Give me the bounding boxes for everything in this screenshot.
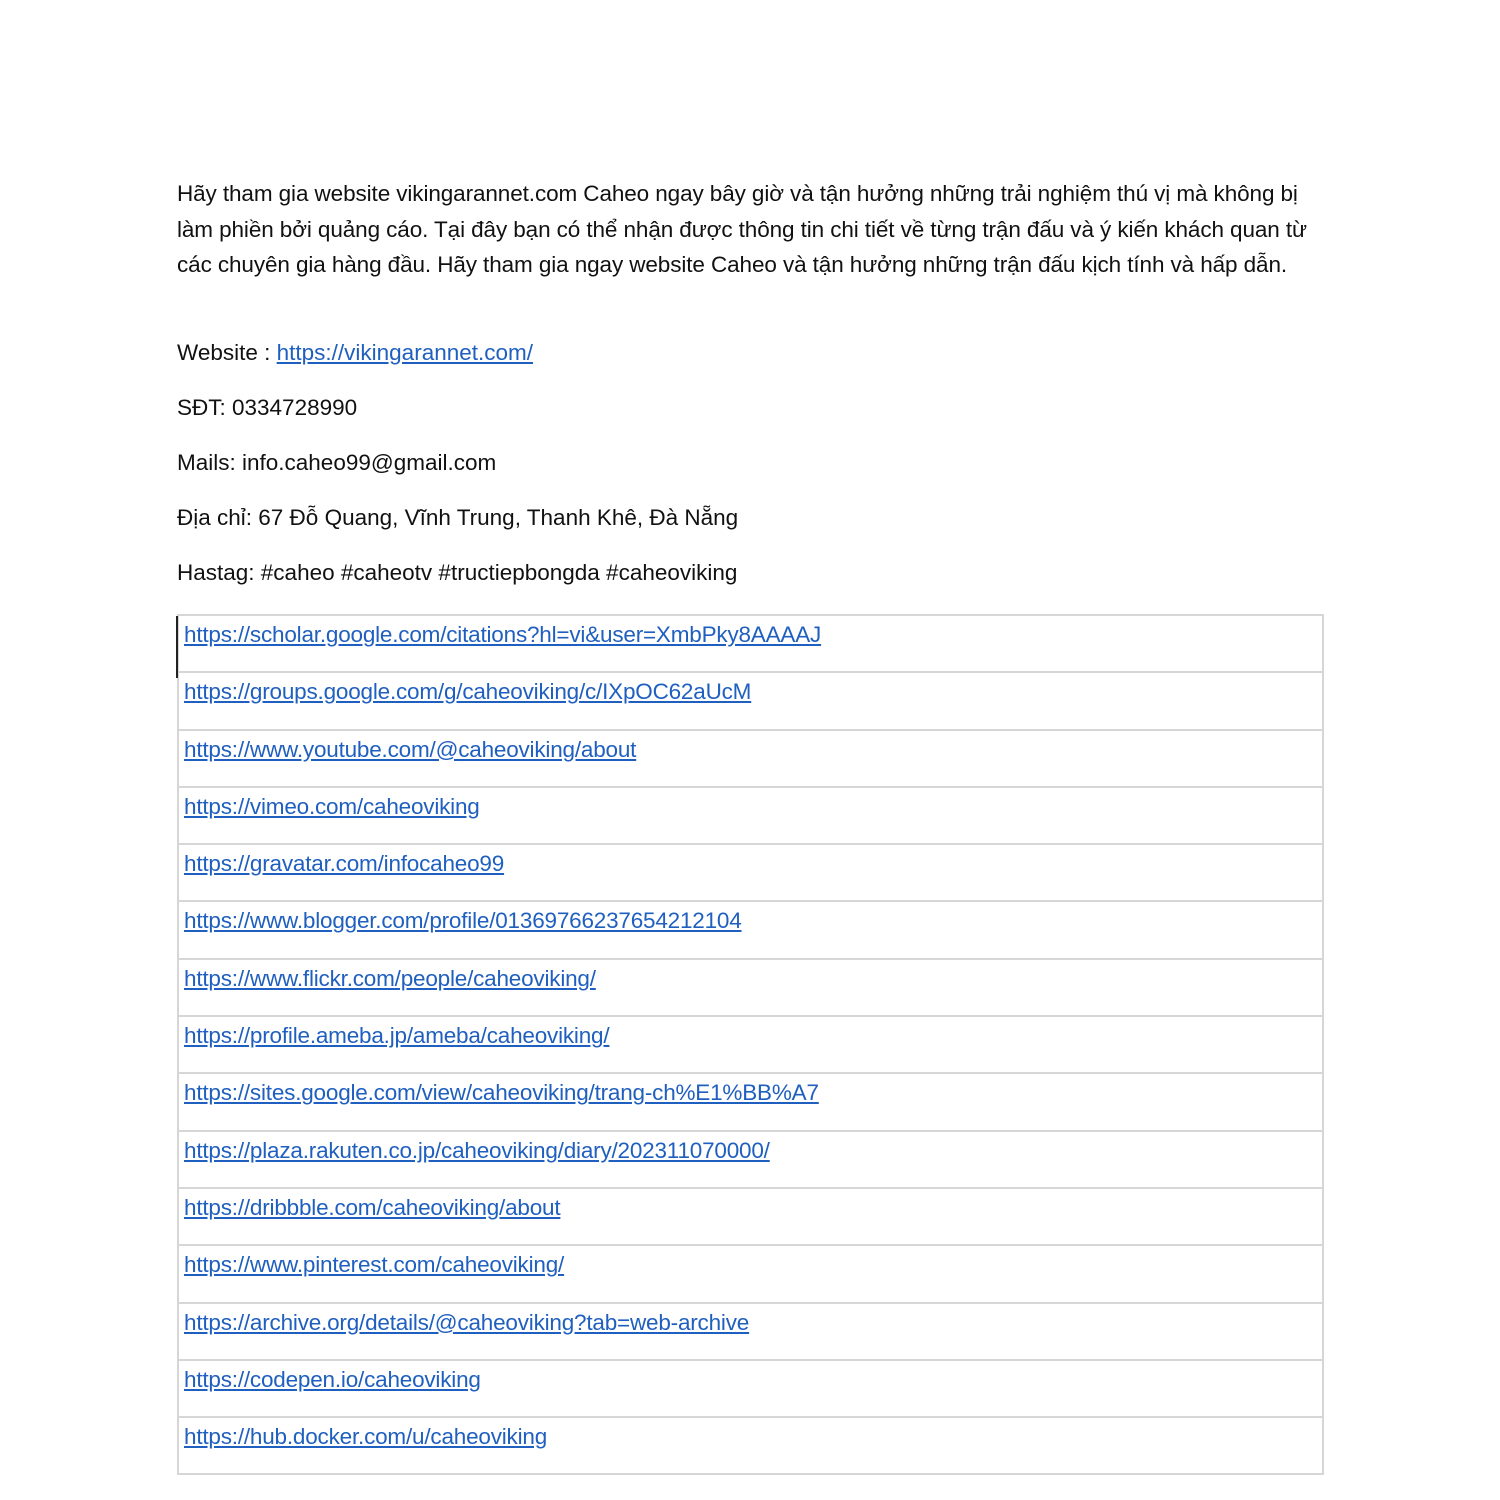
- table-row: [178, 672, 1323, 729]
- link-cell: [178, 787, 1323, 844]
- profile-link[interactable]: https://profile.ameba.jp/ameba/caheoviking/: [184, 1023, 610, 1049]
- website-link[interactable]: https://vikingarannet.com/: [276, 340, 534, 365]
- email-line: Mails: info.caheo99@gmail.com: [177, 450, 497, 475]
- table-row: [178, 730, 1323, 787]
- link-cell: [178, 1303, 1323, 1360]
- table-row: [178, 901, 1323, 958]
- link-cell: [178, 1073, 1323, 1130]
- profile-link[interactable]: https://www.pinterest.com/caheoviking/: [184, 1252, 565, 1278]
- table-row: [178, 1016, 1323, 1073]
- link-cell: [178, 1131, 1323, 1188]
- link-cell: [178, 730, 1323, 787]
- phone-line: SĐT: 0334728990: [177, 395, 358, 420]
- table-row: [178, 1073, 1323, 1130]
- intro-paragraph: Hãy tham gia website vikingarannet.com Caheo ngay bây giờ và tận hưởng những trải nghiệm thú vị mà không bị làm phiền bởi quảng cáo. Tại đây bạn có thể nhận được thông tin chi tiết về từng trận đấu và ý kiến khách quan từ các chuyên gia hàng đầu. Hãy tham gia ngay website Caheo và tận hưởng những trận đấu kịch tính và hấp dẫn.: [177, 181, 1307, 278]
- table-row: [178, 1303, 1323, 1360]
- table-row: [178, 1188, 1323, 1245]
- link-cell: [178, 959, 1323, 1016]
- link-cell: [178, 844, 1323, 901]
- links-table: [177, 614, 1324, 1475]
- website-line: [177, 340, 533, 366]
- table-row: [178, 615, 1323, 672]
- profile-link[interactable]: https://vimeo.com/caheoviking: [184, 793, 480, 819]
- link-cell: [178, 1016, 1323, 1073]
- profile-link[interactable]: https://codepen.io/caheoviking: [184, 1366, 481, 1392]
- profile-link[interactable]: https://gravatar.com/infocaheo99: [184, 851, 505, 877]
- table-row: [178, 787, 1323, 844]
- link-cell: [178, 1188, 1323, 1245]
- link-cell: [178, 1245, 1323, 1302]
- profile-link[interactable]: https://groups.google.com/g/caheoviking/c/IXpOC62aUcM: [184, 679, 752, 705]
- profile-link[interactable]: https://plaza.rakuten.co.jp/caheoviking/diary/202311070000/: [184, 1137, 770, 1163]
- address-line: Địa chỉ: 67 Đỗ Quang, Vĩnh Trung, Thanh Khê, Đà Nẵng: [177, 505, 739, 530]
- hashtag-line: Hastag: #caheo #caheotv #tructiepbongda #caheoviking: [177, 560, 738, 585]
- link-cell: [178, 1360, 1323, 1417]
- text-cursor: [176, 616, 178, 678]
- table-row: [178, 844, 1323, 901]
- table-row: [178, 1131, 1323, 1188]
- profile-link[interactable]: https://hub.docker.com/u/caheoviking: [184, 1424, 548, 1450]
- table-row: [178, 1245, 1323, 1302]
- profile-link[interactable]: https://www.youtube.com/@caheoviking/about: [184, 736, 637, 762]
- profile-link[interactable]: https://www.blogger.com/profile/01369766237654212104: [184, 908, 742, 934]
- link-cell: [178, 615, 1323, 672]
- profile-link[interactable]: https://dribbble.com/caheoviking/about: [184, 1194, 561, 1220]
- table-row: [178, 959, 1323, 1016]
- profile-link[interactable]: https://archive.org/details/@caheoviking?tab=web-archive: [184, 1309, 750, 1335]
- table-row: [178, 1360, 1323, 1417]
- link-cell: [178, 901, 1323, 958]
- table-row: [178, 1417, 1323, 1474]
- profile-link[interactable]: https://www.flickr.com/people/caheoviking/: [184, 965, 596, 991]
- link-cell: [178, 1417, 1323, 1474]
- profile-link[interactable]: https://scholar.google.com/citations?hl=vi&user=XmbPky8AAAAJ: [184, 622, 822, 647]
- website-label: Website :: [177, 340, 277, 365]
- profile-link[interactable]: https://sites.google.com/view/caheoviking/trang-ch%E1%BB%A7: [184, 1080, 819, 1106]
- link-cell: [178, 672, 1323, 729]
